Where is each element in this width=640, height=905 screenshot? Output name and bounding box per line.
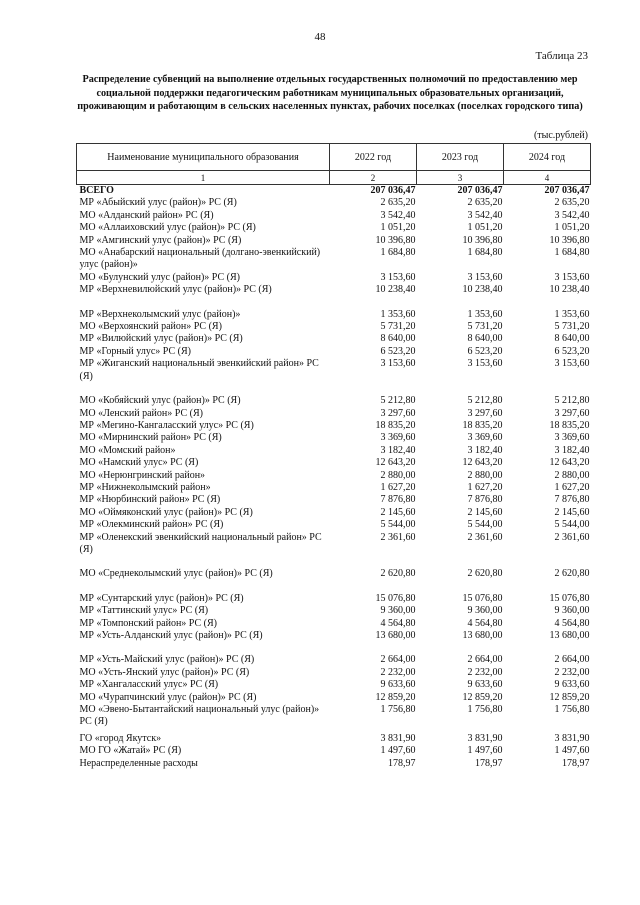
spacer-row: [77, 383, 591, 395]
municipality-name: МО «Мирнинский район» РС (Я): [79, 432, 222, 444]
value-2022: 10 238,40: [375, 284, 416, 296]
column-number: 4: [504, 171, 591, 185]
value-2023: 10 238,40: [462, 284, 503, 296]
spacer-row: [77, 581, 591, 593]
value-2022: 3 153,60: [380, 271, 416, 283]
municipality-name: МР «Вилюйский улус (район)» РС (Я): [79, 333, 243, 345]
value-2024: 2 880,00: [554, 469, 590, 481]
value-2023: 2 620,80: [467, 568, 503, 580]
value-2022: 5 544,00: [380, 519, 416, 531]
value-2022: 1 353,60: [380, 308, 416, 320]
municipality-name: МР «Верхневилюйский улус (район)» РС (Я): [79, 284, 272, 296]
value-2022: 6 523,20: [380, 345, 416, 357]
municipality-name: МР «Абыйский улус (район)» РС (Я): [79, 197, 237, 209]
value-2023: 2 145,60: [467, 506, 503, 518]
value-2024: 3 542,40: [554, 209, 590, 221]
table-row: [77, 420, 591, 432]
municipality-name: МО «Чурапчинский улус (район)» РС (Я): [79, 691, 257, 703]
value-2022: 9 360,00: [380, 605, 416, 617]
value-2023: 1 684,80: [467, 247, 503, 259]
value-2024: 3 153,60: [554, 271, 590, 283]
value-2022: 1 627,20: [380, 481, 416, 493]
value-2023: 3 831,90: [467, 732, 503, 744]
spacer-cell: [77, 383, 591, 395]
value-2022: 15 076,80: [375, 592, 416, 604]
value-2023: 9 633,60: [467, 679, 503, 691]
municipality-name: МР «Олекминский район» РС (Я): [79, 519, 224, 531]
header-2022: 2022 год: [330, 144, 417, 171]
value-2023: 18 835,20: [462, 419, 503, 431]
table-title: Распределение субвенций на выполнение отдельных государственных полномочий по предоставлению мер социальной поддержки педагогическим работникам муниципальных образовательных организаций, проживающим и работающим в сельских населенных пунктах, рабочих поселках (поселках городского типа): [77, 74, 583, 112]
municipality-name: МР «Сунтарский улус (район)» РС (Я): [79, 592, 244, 604]
table-row: [77, 445, 591, 457]
table-row: [77, 470, 591, 482]
value-2023: 2 361,60: [467, 531, 503, 543]
municipality-name: МР «Амгинский улус (район)» РС (Я): [79, 234, 242, 246]
value-2023: 1 051,20: [467, 222, 503, 234]
page-number: 48: [314, 31, 326, 43]
table-row: [77, 309, 591, 321]
value-2023: 3 369,60: [467, 432, 503, 444]
value-2023: 10 396,80: [462, 234, 503, 246]
value-2023: 3 182,40: [467, 444, 503, 456]
value-2023: 3 153,60: [467, 358, 503, 370]
table-row: [77, 692, 591, 704]
value-2023: 1 756,80: [467, 704, 503, 716]
municipality-name: МР «Нюрбинский район» РС (Я): [79, 494, 221, 506]
table-row: [77, 745, 591, 757]
value-2023: 2 232,00: [467, 666, 503, 678]
table-row: [77, 457, 591, 469]
value-2024: 3 831,90: [554, 732, 590, 744]
value-2024: 1 051,20: [554, 222, 590, 234]
value-2022: 8 640,00: [380, 333, 416, 345]
value-2024: 4 564,80: [554, 617, 590, 629]
table-row: [77, 593, 591, 605]
municipality-name: МР «Верхнеколымский улус (район)»: [79, 308, 241, 320]
value-2023: 3 542,40: [467, 209, 503, 221]
table-row: [77, 532, 591, 557]
table-row: [77, 630, 591, 642]
value-2023: 4 564,80: [467, 617, 503, 629]
table-row: [77, 482, 591, 494]
table-row: [77, 758, 591, 770]
spacer-cell: [77, 556, 591, 568]
value-2023: 12 859,20: [462, 691, 503, 703]
value-2023: 15 076,80: [462, 592, 503, 604]
value-2022: 2 880,00: [380, 469, 416, 481]
value-2024: 9 360,00: [554, 605, 590, 617]
value-2023: 3 297,60: [467, 407, 503, 419]
value-2022: 1 756,80: [380, 704, 416, 716]
value-2022: 13 680,00: [375, 630, 416, 641]
column-number: 3: [417, 171, 504, 185]
table-row: [77, 247, 591, 272]
value-2023: 5 731,20: [467, 321, 503, 333]
value-2022: 1 684,80: [380, 247, 416, 259]
value-2022: 3 831,90: [380, 732, 416, 744]
value-2022: 9 633,60: [380, 679, 416, 691]
municipality-name: МО «Ленский район» РС (Я): [79, 407, 203, 419]
header-name: Наименование муниципального образования: [77, 144, 330, 171]
municipality-name: МР «Мегино-Кангаласский улус» РС (Я): [79, 419, 254, 431]
value-2022: 178,97: [388, 757, 416, 769]
municipality-name: МР «Хангаласский улус» РС (Я): [79, 679, 219, 691]
value-2023: 7 876,80: [467, 494, 503, 506]
table-row: [77, 333, 591, 345]
value-2023: 207 036,47: [457, 185, 503, 196]
value-2022: 2 620,80: [380, 568, 416, 580]
value-2023: 178,97: [475, 757, 503, 769]
value-2023: 1 353,60: [467, 308, 503, 320]
value-2022: 12 859,20: [375, 691, 416, 703]
municipality-name: МР «Усть-Майский улус (район)» РС (Я): [79, 654, 255, 666]
value-2024: 2 361,60: [554, 531, 590, 543]
table-row: [77, 358, 591, 383]
value-2022: 2 361,60: [380, 531, 416, 543]
municipality-name: МО «Эвено-Бытантайский национальный улус (район)» РС (Я): [79, 704, 320, 728]
value-2022: 3 153,60: [380, 358, 416, 370]
value-2024: 1 497,60: [554, 745, 590, 757]
value-2024: 1 684,80: [554, 247, 590, 259]
value-2024: 3 153,60: [554, 358, 590, 370]
municipality-name: МО «Оймяконский улус (район)» РС (Я): [79, 506, 253, 518]
spacer-row: [77, 642, 591, 654]
municipality-name: МР «Горный улус» РС (Я): [79, 345, 191, 357]
table-row: [77, 519, 591, 531]
value-2024: 5 212,80: [554, 395, 590, 407]
value-2022: 1 497,60: [380, 745, 416, 757]
value-2023: 13 680,00: [462, 630, 503, 641]
value-2024: 2 635,20: [554, 197, 590, 209]
value-2024: 7 876,80: [554, 494, 590, 506]
value-2024: 15 076,80: [549, 592, 590, 604]
value-2022: 10 396,80: [375, 234, 416, 246]
value-2022: 2 635,20: [380, 197, 416, 209]
table-row: [77, 222, 591, 234]
table-row: [77, 654, 591, 666]
table-row: [77, 667, 591, 679]
table-row: [77, 507, 591, 519]
value-2024: 2 664,00: [554, 654, 590, 666]
value-2022: 207 036,47: [370, 185, 416, 196]
column-number: 1: [77, 171, 330, 185]
value-2022: 5 212,80: [380, 395, 416, 407]
value-2023: 2 664,00: [467, 654, 503, 666]
municipality-name: МР «Томпонский район» РС (Я): [79, 617, 217, 629]
value-2022: 7 876,80: [380, 494, 416, 506]
value-2024: 6 523,20: [554, 345, 590, 357]
value-2022: 18 835,20: [375, 419, 416, 431]
municipality-name: МО «Верхоянский район» РС (Я): [79, 321, 222, 333]
municipality-name: МО «Нерюнгринский район»: [79, 469, 206, 481]
municipality-name: МО «Алданский район» РС (Я): [79, 209, 214, 221]
municipality-name: Нераспределенные расходы: [79, 757, 198, 769]
municipality-name: ВСЕГО: [79, 185, 114, 196]
spacer-cell: [77, 642, 591, 654]
municipality-name: МО «Аллаиховский улус (район)» РС (Я): [79, 222, 256, 234]
table-row: [77, 210, 591, 222]
table-body: [77, 185, 591, 771]
value-2024: 12 643,20: [549, 457, 590, 469]
value-2024: 9 633,60: [554, 679, 590, 691]
value-2024: 5 731,20: [554, 321, 590, 333]
value-2022: 2 664,00: [380, 654, 416, 666]
value-2024: 12 859,20: [549, 691, 590, 703]
value-2024: 1 756,80: [554, 704, 590, 716]
value-2023: 9 360,00: [467, 605, 503, 617]
value-2024: 3 297,60: [554, 407, 590, 419]
municipality-name: МО «Кобяйский улус (район)» РС (Я): [79, 395, 241, 407]
value-2023: 12 643,20: [462, 457, 503, 469]
value-2024: 10 396,80: [549, 234, 590, 246]
value-2024: 5 544,00: [554, 519, 590, 531]
value-2024: 3 182,40: [554, 444, 590, 456]
table-row: [77, 679, 591, 691]
value-2024: 2 620,80: [554, 568, 590, 580]
value-2022: 2 145,60: [380, 506, 416, 518]
table-row: [77, 605, 591, 617]
table-row: [77, 494, 591, 506]
municipality-name: МО «Булунский улус (район)» РС (Я): [79, 271, 240, 283]
municipality-name: МР «Таттинский улус» РС (Я): [79, 605, 209, 617]
municipality-name: МР «Жиганский национальный эвенкийский район» РС (Я): [79, 358, 319, 382]
municipality-name: МО «Анабарский национальный (долгано-эвенкийский) улус (район)»: [79, 247, 321, 271]
value-2024: 3 369,60: [554, 432, 590, 444]
municipality-name: МР «Усть-Алданский улус (район)» РС (Я): [79, 630, 263, 641]
value-2024: 18 835,20: [549, 419, 590, 431]
value-2022: 2 232,00: [380, 666, 416, 678]
value-2023: 1 627,20: [467, 481, 503, 493]
spacer-cell: [77, 297, 591, 309]
table-row: [77, 432, 591, 444]
value-2022: 5 731,20: [380, 321, 416, 333]
table-row: [77, 321, 591, 333]
table-header: [77, 144, 591, 185]
table-row: [77, 568, 591, 580]
value-2023: 5 212,80: [467, 395, 503, 407]
value-2022: 3 542,40: [380, 209, 416, 221]
table-label: Таблица 23: [535, 50, 588, 62]
value-2023: 1 497,60: [467, 745, 503, 757]
value-2023: 5 544,00: [467, 519, 503, 531]
table-row: [77, 618, 591, 630]
value-2024: 178,97: [562, 757, 590, 769]
table-row: [77, 346, 591, 358]
value-2024: 207 036,47: [544, 185, 590, 196]
spacer-row: [77, 556, 591, 568]
table-row: [77, 704, 591, 729]
table-row: [77, 197, 591, 209]
header-2023: 2023 год: [417, 144, 504, 171]
value-2022: 1 051,20: [380, 222, 416, 234]
table-row: [77, 272, 591, 284]
table-row: [77, 235, 591, 247]
table-row: [77, 395, 591, 407]
value-2024: 2 145,60: [554, 506, 590, 518]
value-2024: 10 238,40: [549, 284, 590, 296]
municipality-name: МР «Оленекский эвенкийский национальный район» РС (Я): [79, 531, 322, 555]
value-2023: 8 640,00: [467, 333, 503, 345]
municipality-name: ГО «город Якутск»: [79, 732, 162, 744]
value-2023: 2 880,00: [467, 469, 503, 481]
value-2023: 3 153,60: [467, 271, 503, 283]
value-2022: 3 297,60: [380, 407, 416, 419]
table-row: [77, 408, 591, 420]
table-row: [77, 733, 591, 745]
subvention-table: [76, 143, 591, 770]
value-2022: 3 182,40: [380, 444, 416, 456]
header-2024: 2024 год: [504, 144, 591, 171]
value-2022: 3 369,60: [380, 432, 416, 444]
municipality-name: МР «Нижнеколымский район»: [79, 481, 211, 493]
column-number: 2: [330, 171, 417, 185]
value-2024: 13 680,00: [549, 630, 590, 641]
table-row: [77, 284, 591, 296]
value-2024: 8 640,00: [554, 333, 590, 345]
spacer-row: [77, 297, 591, 309]
value-2023: 2 635,20: [467, 197, 503, 209]
municipality-name: МО «Усть-Янский улус (район)» РС (Я): [79, 666, 250, 678]
municipality-name: МО «Среднеколымский улус (район)» РС (Я): [79, 568, 273, 580]
value-2022: 4 564,80: [380, 617, 416, 629]
unit-label: (тыс.рублей): [533, 130, 588, 141]
value-2024: 1 627,20: [554, 481, 590, 493]
total-row: [77, 185, 591, 198]
municipality-name: МО «Намский улус» РС (Я): [79, 457, 199, 469]
value-2024: 2 232,00: [554, 666, 590, 678]
spacer-cell: [77, 581, 591, 593]
municipality-name: МО «Момский район»: [79, 444, 176, 456]
value-2022: 12 643,20: [375, 457, 416, 469]
municipality-name: МО ГО «Жатай» РС (Я): [79, 745, 182, 757]
value-2024: 1 353,60: [554, 308, 590, 320]
value-2023: 6 523,20: [467, 345, 503, 357]
